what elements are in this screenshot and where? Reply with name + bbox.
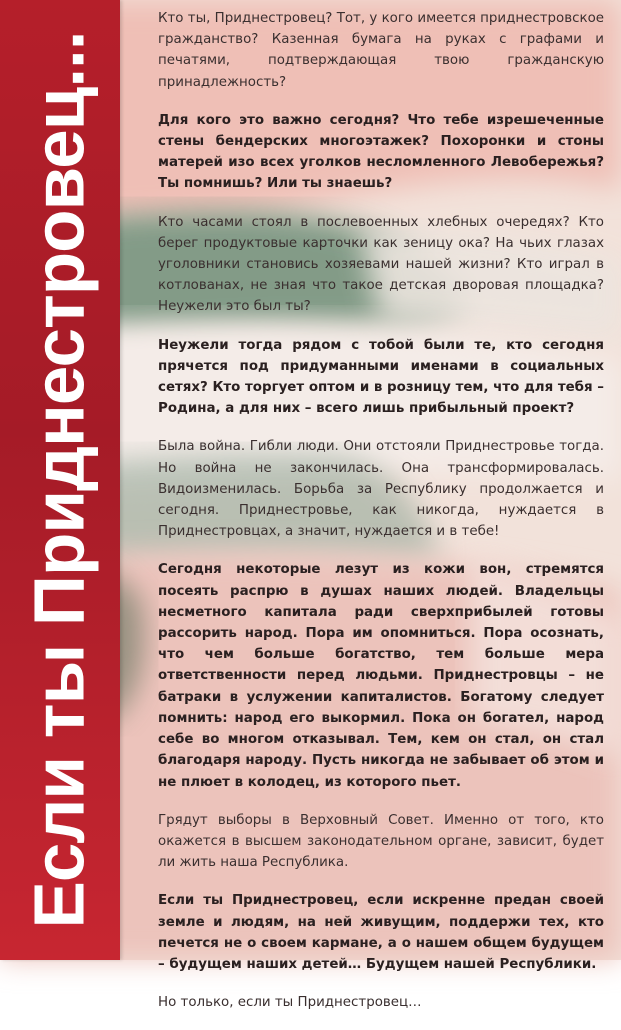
paragraph-1: Кто ты, Приднестровец? Тот, у кого имеется приднестровское гражданство? Казенная бумага на руках с графами и печатями, подтверждающая твою гражданскую принадлежность? xyxy=(158,11,604,90)
paragraph-8: Если ты Приднестровец, если искренне предан своей земле и людям, на ней живущим, поддержи тех, кто печется не о своем кармане, а о нашем общем будущем – будущем наших детей… Будущем нашей Республики. xyxy=(158,893,604,972)
paragraph-2: Для кого это важно сегодня? Что тебе изрешеченные стены бендерских многоэтажек? Похоронки и стоны матерей изо всех уголков несломленного Левобережья? Ты помнишь? Или ты знаешь? xyxy=(158,112,604,192)
paragraph-5: Была война. Гибли люди. Они отстояли Приднестровье тогда. Но война не закончилась. Она трансформировалась. Видоизменилась. Борьба за Республику продолжается и сегодня. Приднестровье, как никогда, нуждается в Приднестровцах, а значит, нуждается и в тебе! xyxy=(158,439,604,540)
vertical-title: Если ты Приднестровец... xyxy=(20,31,100,929)
red-sidebar xyxy=(0,0,120,960)
article-body xyxy=(158,8,604,1030)
paragraph-4: Неужели тогда рядом с тобой были те, кто сегодня прячется под придуманными именами в социальных сетях? Кто торгует оптом и в розницу тем, что для тебя – Родина, а для них – всего лишь прибыльный проект? xyxy=(158,337,604,417)
paragraph-7: Грядут выборы в Верховный Совет. Именно от того, кто окажется в высшем законодательном органе, зависит, будет ли жить наша Республика. xyxy=(158,812,604,871)
paragraph-6: Сегодня некоторые лезут из кожи вон, стремятся посеять распрю в душах наших людей. Владельцы несметного капитала ради сверхприбылей готовы рассорить народ. Пора им опомниться. Пора осознать, что чем больше богатство, тем больше мера ответственности перед людьми. Приднестровцы – не батраки в услужении капиталистов. Богатому следует помнить: народ его выкормил. Пока он богател, народ себе во многом отказывал. Тем, кем он стал, он стал благодаря народу. Пусть никогда не забывает об этом и не плюет в колодец, из которого пьет. xyxy=(158,562,604,790)
paragraph-3: Кто часами стоял в послевоенных хлебных очередях? Кто берег продуктовые карточки как зеницу ока? На чьих глазах уголовники становись хозяевами нашей жизни? Кто играл в котлованах, не зная что такое детская дворовая площадка? Неужели это был ты? xyxy=(158,214,604,315)
paragraph-9: Но только, если ты Приднестровец… xyxy=(158,995,422,1011)
